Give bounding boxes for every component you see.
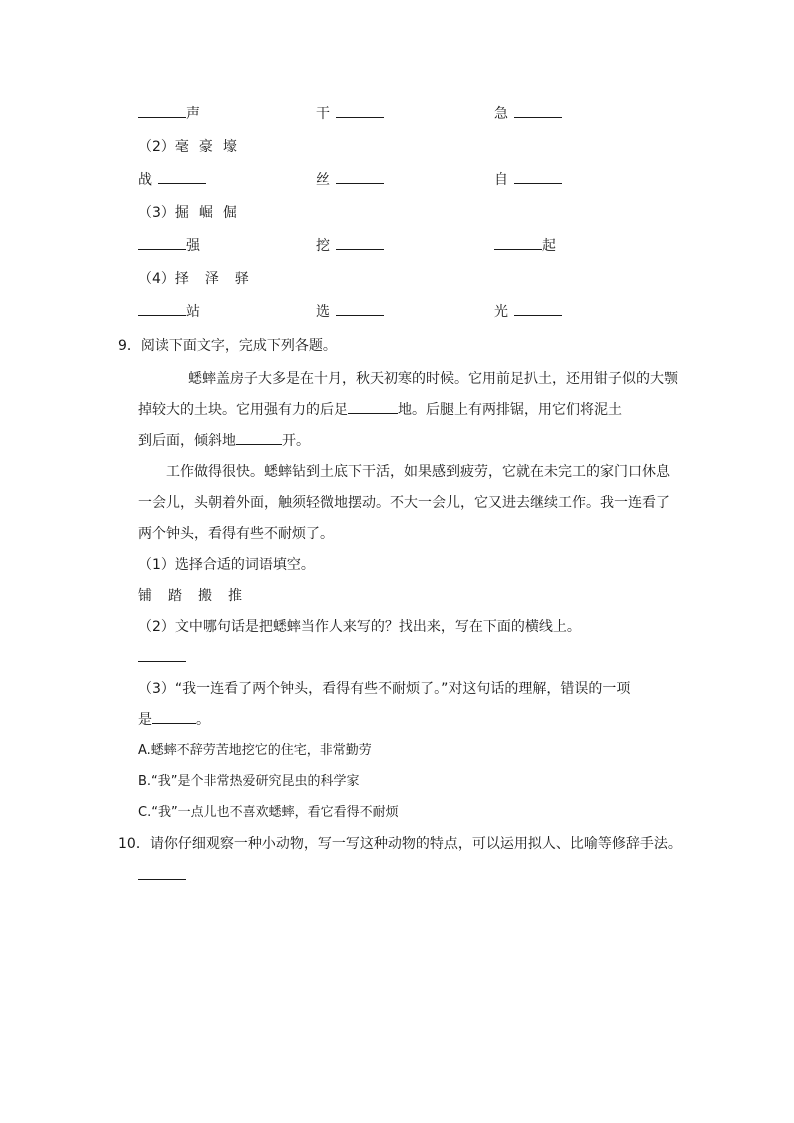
q8-row3-col1: 强 xyxy=(138,236,200,256)
question-text: 请你仔细观察一种小动物，写一写这种动物的特点，可以运用拟人、比喻等修辞手法。 xyxy=(149,836,682,852)
q10-heading xyxy=(118,834,682,854)
q8-row4-col1: 站 xyxy=(138,302,200,322)
question-title: 阅读下面文字，完成下列各题。 xyxy=(140,338,337,354)
answer-blank[interactable] xyxy=(138,303,186,316)
answer-blank[interactable] xyxy=(336,303,384,316)
question-number: 9． xyxy=(118,338,141,354)
sub-question-1: （1）选择合适的词语填空。 xyxy=(138,557,315,573)
answer-blank[interactable] xyxy=(514,303,562,316)
answer-blank[interactable] xyxy=(152,711,196,724)
passage-line: 两个钟头，看得有些不耐烦了。 xyxy=(138,526,334,542)
option-b[interactable]: B.“我”是个非常热爱研究昆虫的科学家 xyxy=(138,774,360,789)
passage-line: 掉较大的土块。它用强有力的后足 地。后腿上有两排锯，用它们将泥土 xyxy=(138,402,622,418)
sub-question-2-answer xyxy=(138,648,186,668)
answer-blank[interactable] xyxy=(138,237,186,250)
question-number: 10． xyxy=(118,836,150,852)
answer-blank[interactable] xyxy=(336,237,384,250)
q8-row1-col3: 急 xyxy=(494,104,562,124)
q8-row2-col2: 丝 xyxy=(316,170,384,190)
passage-line: 一会儿，头朝着外面，触须轻微地摆动。不大一会儿，它又进去继续工作。我一连看了 xyxy=(138,495,670,511)
sub-question-3-cont: 是 。 xyxy=(138,712,210,728)
answer-blank[interactable] xyxy=(348,401,398,414)
passage-line: 工作做得很快。蟋蟀钻到土底下干活，如果感到疲劳，它就在未完工的家门口休息 xyxy=(166,464,670,480)
q10-answer xyxy=(138,866,186,886)
option-c[interactable]: C.“我”一点儿也不喜欢蟋蟀，看它看得不耐烦 xyxy=(138,805,399,820)
q8-row1-col1: 声 xyxy=(138,104,200,124)
passage-line: 到后面，倾斜地 开。 xyxy=(138,433,310,449)
q8-row2-col3: 自 xyxy=(494,170,562,190)
answer-blank[interactable] xyxy=(514,171,562,184)
q8-group2-heading: （2）毫 豪 壕 xyxy=(138,139,237,155)
answer-blank[interactable] xyxy=(514,105,562,118)
q8-group3-heading: （3）掘 崛 倔 xyxy=(138,205,237,221)
answer-blank[interactable] xyxy=(138,649,186,662)
q9-heading xyxy=(118,336,337,356)
word-choice: 铺 xyxy=(138,588,152,604)
word-choice: 搬 xyxy=(198,588,212,604)
answer-blank[interactable] xyxy=(336,171,384,184)
sub-question-3: （3）“我一连看了两个钟头，看得有些不耐烦了。”对这句话的理解，错误的一项 xyxy=(138,681,631,697)
word-choice: 踏 xyxy=(168,588,182,604)
q8-row4-col2: 选 xyxy=(316,302,384,322)
option-a[interactable]: A.蟋蟀不辞劳苦地挖它的住宅，非常勤劳 xyxy=(138,743,372,758)
word-choices xyxy=(138,586,242,606)
q8-row3-col2: 挖 xyxy=(316,236,384,256)
q8-row3-col3: 起 xyxy=(494,236,556,256)
q8-row4-col3: 光 xyxy=(494,302,562,322)
q8-row2-col1: 战 xyxy=(138,170,206,190)
answer-blank[interactable] xyxy=(494,237,542,250)
answer-blank[interactable] xyxy=(158,171,206,184)
answer-blank[interactable] xyxy=(336,105,384,118)
q8-group4-heading: （4）择 泽 驿 xyxy=(138,271,249,287)
answer-blank[interactable] xyxy=(236,432,282,445)
word-choice: 推 xyxy=(228,588,242,604)
answer-blank[interactable] xyxy=(138,105,186,118)
sub-question-2: （2）文中哪句话是把蟋蟀当作人来写的？找出来，写在下面的横线上。 xyxy=(138,619,581,635)
passage-line: 蟋蟀盖房子大多是在十月，秋天初寒的时候。它用前足扒土，还用钳子似的大颚 xyxy=(188,371,678,387)
answer-blank[interactable] xyxy=(138,867,186,880)
q8-row1-col2: 干 xyxy=(316,104,384,124)
